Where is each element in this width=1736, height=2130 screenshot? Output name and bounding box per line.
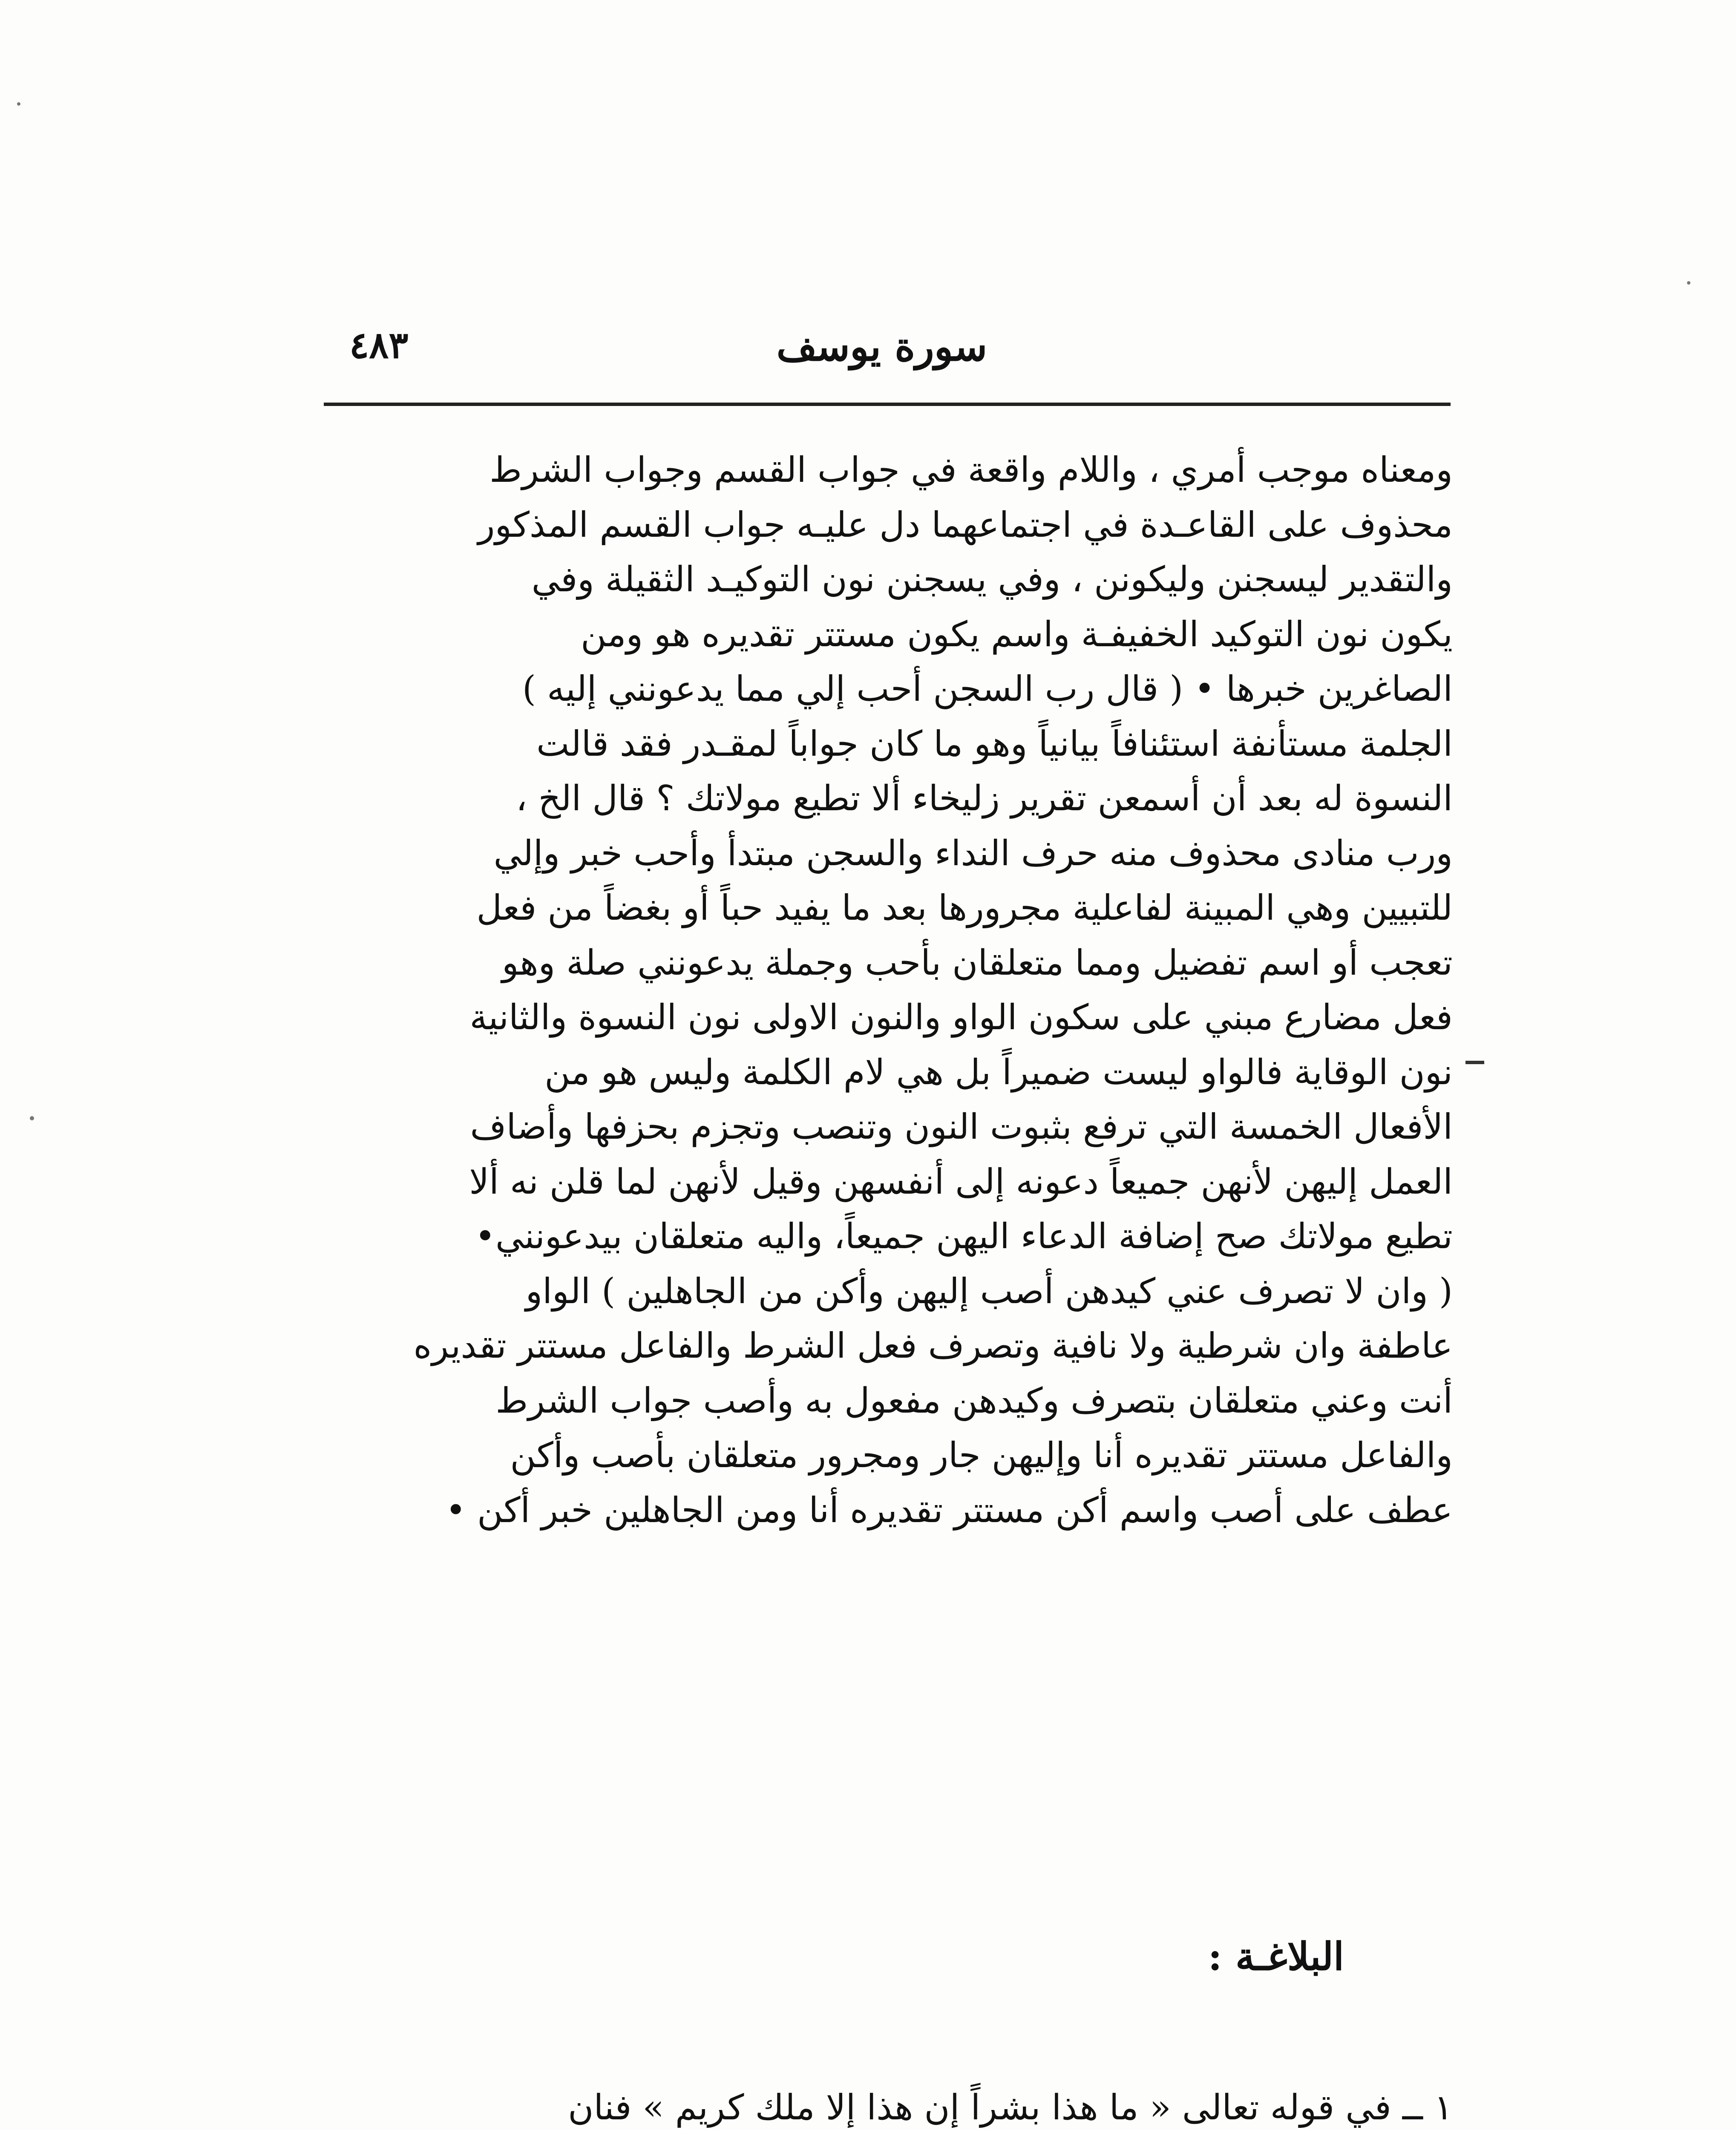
body-line: أنت وعني متعلقان بتصرف وكيدهن مفعول به وأصب جواب الشرط <box>495 1380 1453 1421</box>
header-rule <box>324 403 1451 406</box>
body-line: النسوة له بعد أن أسمعن تقرير زليخاء ألا تطيع مولاتك ؟ قال الخ ، <box>516 778 1453 819</box>
scan-speck <box>17 102 20 106</box>
body-line: تطيع مولاتك صح إضافة الدعاء اليهن جميعاً، واليه متعلقان بيدعونني• <box>475 1216 1453 1257</box>
body-text <box>322 443 1453 1538</box>
section-heading: البلاغـة : <box>1208 1934 1344 1979</box>
body-line: الجلمة مستأنفة استئنافاً بيانياً وهو ما كان جواباً لمقـدر فقد قالت <box>536 723 1453 764</box>
body-line: محذوف على القاعـدة في اجتماعهما دل عليـه جواب القسم المذكور <box>478 504 1453 545</box>
page-header <box>315 324 1448 375</box>
body-line: الأفعال الخمسة التي ترفع بثبوت النون وتنصب وتجزم بحزفها وأضاف <box>470 1107 1453 1147</box>
body-line: عطف على أصب واسم أكن مستتر تقديره أنا ومن الجاهلين خبر أكن • <box>445 1490 1453 1531</box>
body-line: للتبيين وهي المبينة لفاعلية مجرورها بعد ما يفيد حباً أو بغضاً من فعل <box>476 888 1453 928</box>
body-line: فعل مضارع مبني على سكون الواو والنون الاولى نون النسوة والثانية <box>469 997 1453 1038</box>
body-line: ومعناه موجب أمري ، واللام واقعة في جواب القسم وجواب الشرط <box>489 450 1453 490</box>
scan-speck <box>30 1116 34 1120</box>
scan-speck <box>1687 281 1690 285</box>
page-number: ٤٨٣ <box>349 324 409 367</box>
body-line: ( وان لا تصرف عني كيدهن أصب إليهن وأكن من الجاهلين ) الواو <box>525 1271 1453 1312</box>
body-line: الصاغرين خبرها • ( قال رب السجن أحب إلي مما يدعونني إليه ) <box>522 669 1453 709</box>
running-title: سورة يوسف <box>776 324 987 370</box>
body-line: نون الوقاية فالواو ليست ضميراً بل هي لام الكلمة وليس هو من <box>544 1052 1453 1093</box>
body-line: والفاعل مستتر تقديره أنا وإليهن جار ومجرور متعلقان بأصب وأكن <box>510 1435 1453 1476</box>
body-line: ورب منادى محذوف منه حرف النداء والسجن مبتدأ وأحب خبر وإلي <box>493 833 1453 874</box>
section-text <box>322 2079 1453 2130</box>
body-line: يكون نون التوكيد الخفيفـة واسم يكون مستتر تقديره هو ومن <box>581 614 1453 655</box>
body-line: والتقدير ليسجنن وليكونن ، وفي يسجنن نون التوكيـد الثقيلة وفي <box>531 559 1453 600</box>
body-line: عاطفة وان شرطية ولا نافية وتصرف فعل الشرط والفاعل مستتر تقديره <box>413 1326 1453 1366</box>
margin-mark <box>1465 1061 1484 1064</box>
body-line: تعجب أو اسم تفضيل ومما متعلقان بأحب وجملة يدعونني صلة وهو <box>502 942 1453 983</box>
section-line: ١ ــ في قوله تعالى « ما هذا بشراً إن هذا إلا ملك كريم » فنان <box>568 2087 1453 2128</box>
body-line: العمل إليهن لأنهن جميعاً دعونه إلى أنفسهن وقيل لأنهن لما قلن نه ألا <box>469 1161 1453 1202</box>
